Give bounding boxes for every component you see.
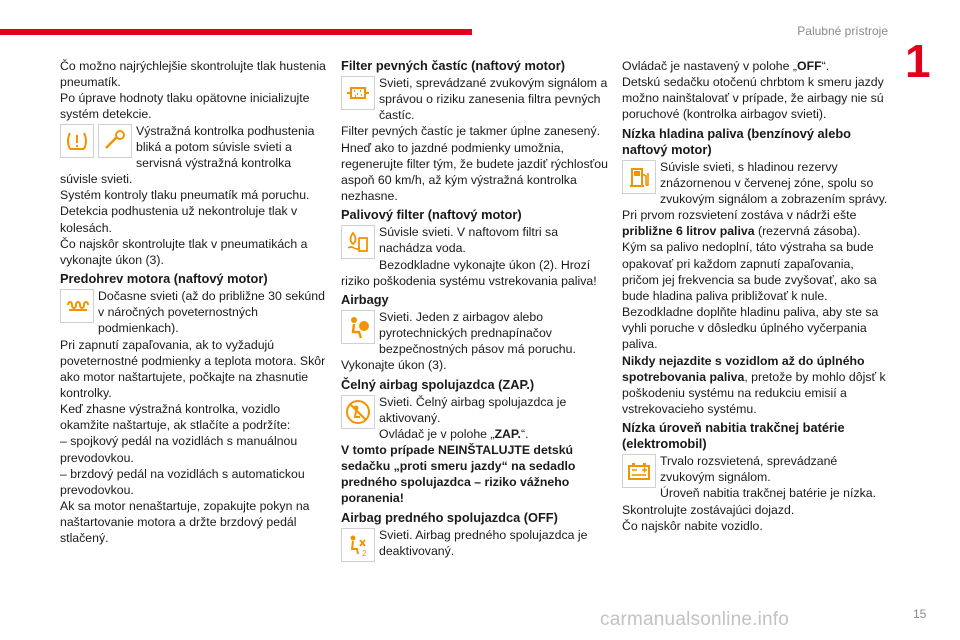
switch-position: OFF (797, 59, 822, 73)
watermark: carmanualsonline.info (600, 609, 790, 630)
section-heading: Nízka úroveň nabitia trakčnej batérie (elektromobil) (622, 420, 845, 452)
section-heading: Airbag predného spolujazdca (OFF) (341, 509, 558, 525)
particle-filter-icon (341, 76, 375, 110)
text-fragment: , pretože by mohlo dôjsť k poškodeniu systému na redukciu emisií a vstrekovacieho systému. (622, 369, 886, 416)
text-fragment: “. (520, 426, 529, 441)
paragraph: Bezodkladne vykonajte úkon (2). Hrozí riziko poškodenia systému vstrekovania paliva! (341, 257, 597, 288)
paragraph: Súvisle svieti. V naftovom filtri sa nachádza voda. (379, 225, 559, 256)
service-wrench-icon (98, 124, 132, 158)
tyre-pressure-icon (60, 124, 94, 158)
warning-text: V tomto prípade NEINŠTALUJTE detskú sedačku „proti smeru jazdy“ na sedadlo predného spolujazdca – riziko vážneho poranenia! (341, 442, 576, 506)
paragraph: Dočasne svieti (až do približne 30 sekúnd v náročných poveternostných podmienkach). (98, 289, 325, 336)
traction-battery-icon (622, 454, 656, 488)
text-fragment: Ovládač je nastavený v polohe „ (622, 59, 797, 73)
paragraph: Čo možno najrýchlejšie skontrolujte tlak hustenia pneumatík. (60, 59, 326, 90)
paragraph: Vykonajte úkon (3). (341, 358, 447, 373)
section-heading: Predohrev motora (naftový motor) (60, 271, 268, 287)
text-fragment: Ovládač je v polohe „ (379, 426, 495, 441)
paragraph: Čo najskôr skontrolujte tlak v pneumatikách a vykonajte úkon (3). (60, 236, 308, 267)
paragraph: Pri zapnutí zapaľovania, ak to vyžadujú poveternostné podmienky a teplota motora. Skôr ako motor naštartujete, počkajte na zhasnutie kontrolky. (60, 337, 326, 400)
paragraph: Po úprave hodnoty tlaku opätovne inicializujte systém detekcie. (60, 91, 310, 122)
passenger-airbag-on-icon (341, 395, 375, 429)
section-heading: Filter pevných častíc (naftový motor) (341, 58, 565, 73)
paragraph: Filter pevných častíc je takmer úplne zanesený. (341, 124, 601, 139)
chapter-number: 1 (905, 35, 931, 87)
fuel-level-icon (622, 160, 656, 194)
paragraph: Detskú sedačku otočenú chrbtom k smeru jazdy možno nainštalovať v prípade, že airbagy nie sú poruchové (kontrolka airbagov svieti). (622, 75, 884, 122)
paragraph: Výstražná kontrolka podhustenia bliká a potom súvisle svieti a servisná výstražná kontrolka súvisle svieti. (60, 123, 315, 187)
paragraph: Úroveň nabitia trakčnej batérie je nízka. (660, 486, 876, 501)
paragraph: Keď zhasne výstražná kontrolka, vozidlo okamžite naštartuje, ak stlačíte a podržíte: (60, 402, 291, 433)
text-fragment: “. (821, 59, 830, 73)
paragraph (622, 207, 894, 239)
chapter-title: Palubné prístroje (797, 24, 888, 38)
svg-text:2: 2 (362, 548, 367, 558)
list-item: – brzdový pedál na vozidlách s automatickou prevodovkou. (60, 466, 305, 497)
paragraph (622, 353, 894, 418)
water-in-fuel-icon (341, 225, 375, 259)
paragraph: Ak sa motor nenaštartuje, zopakujte pokyn na naštartovanie motora a držte brzdový pedál stlačený. (60, 499, 310, 546)
paragraph: Kým sa palivo nedoplní, táto výstraha sa bude opakovať pri každom zapnutí zapaľovania, pričom jej frekvencia sa bude zvyšovať, ako sa bude hladina paliva približovať k nule. (622, 240, 877, 303)
page-number: 15 (913, 607, 927, 621)
paragraph: Svieti, sprevádzané zvukovým signálom a správou o riziku zanesenia filtra pevných častíc. (379, 76, 608, 123)
paragraph: Svieti. Čelný airbag spolujazdca je aktivovaný. (379, 394, 567, 425)
passenger-airbag-off-icon (341, 528, 375, 562)
paragraph (622, 58, 894, 74)
emphasis: Nikdy nejazdite s vozidlom až do úplného spotrebovania paliva (622, 353, 865, 384)
paragraph: Súvisle svieti, s hladinou rezervy znázornenou v červenej zóne, spolu so zvukovým signálom a zobrazením správy. (660, 159, 888, 206)
paragraph: Skontrolujte zostávajúci dojazd. (622, 502, 795, 517)
section-heading: Čelný airbag spolujazdca (ZAP.) (341, 376, 535, 392)
paragraph: Hneď ako to jazdné podmienky umožnia, regenerujte filter tým, že budete jazdiť rýchlosťou aspoň 60 km/h, až kým výstražná kontrolka nezhasne. (341, 140, 608, 204)
preheat-coil-icon (60, 289, 94, 323)
paragraph: Svieti. Airbag predného spolujazdca je deaktivovaný. (379, 527, 588, 558)
paragraph (341, 426, 613, 442)
paragraph: Svieti. Jeden z airbagov alebo pyrotechnických prednapínačov bezpečnostných pásov má poruchu. (379, 309, 576, 357)
header-accent-bar (0, 29, 472, 35)
airbag-fault-icon (341, 310, 375, 344)
emphasis: približne 6 litrov paliva (622, 224, 755, 239)
switch-position: ZAP. (494, 426, 521, 441)
paragraph: Detekcia podhustenia už nekontroluje tlak v kolesách. (60, 204, 298, 235)
paragraph: Trvalo rozsvietená, sprevádzané zvukovým signálom. (660, 454, 838, 485)
section-heading: Nízka hladina paliva (benzínový alebo naftový motor) (622, 125, 851, 157)
column-2 (341, 58, 613, 562)
paragraph: Čo najskôr nabite vozidlo. (622, 518, 763, 533)
column-1 (60, 58, 332, 547)
list-item: – spojkový pedál na vozidlách s manuálnou prevodovkou. (60, 434, 298, 465)
column-3 (622, 58, 894, 534)
text-fragment: (rezervná zásoba). (754, 224, 861, 239)
paragraph: Bezodkladne doplňte hladinu paliva, aby ste sa vyhli poruche v dôsledku úplného vyčerpania paliva. (622, 305, 879, 352)
paragraph: Systém kontroly tlaku pneumatík má poruchu. (60, 188, 310, 203)
section-heading: Airbagy (341, 291, 389, 307)
section-heading: Palivový filter (naftový motor) (341, 207, 522, 223)
text-fragment: Pri prvom rozsvietení zostáva v nádrži ešte (622, 208, 857, 223)
